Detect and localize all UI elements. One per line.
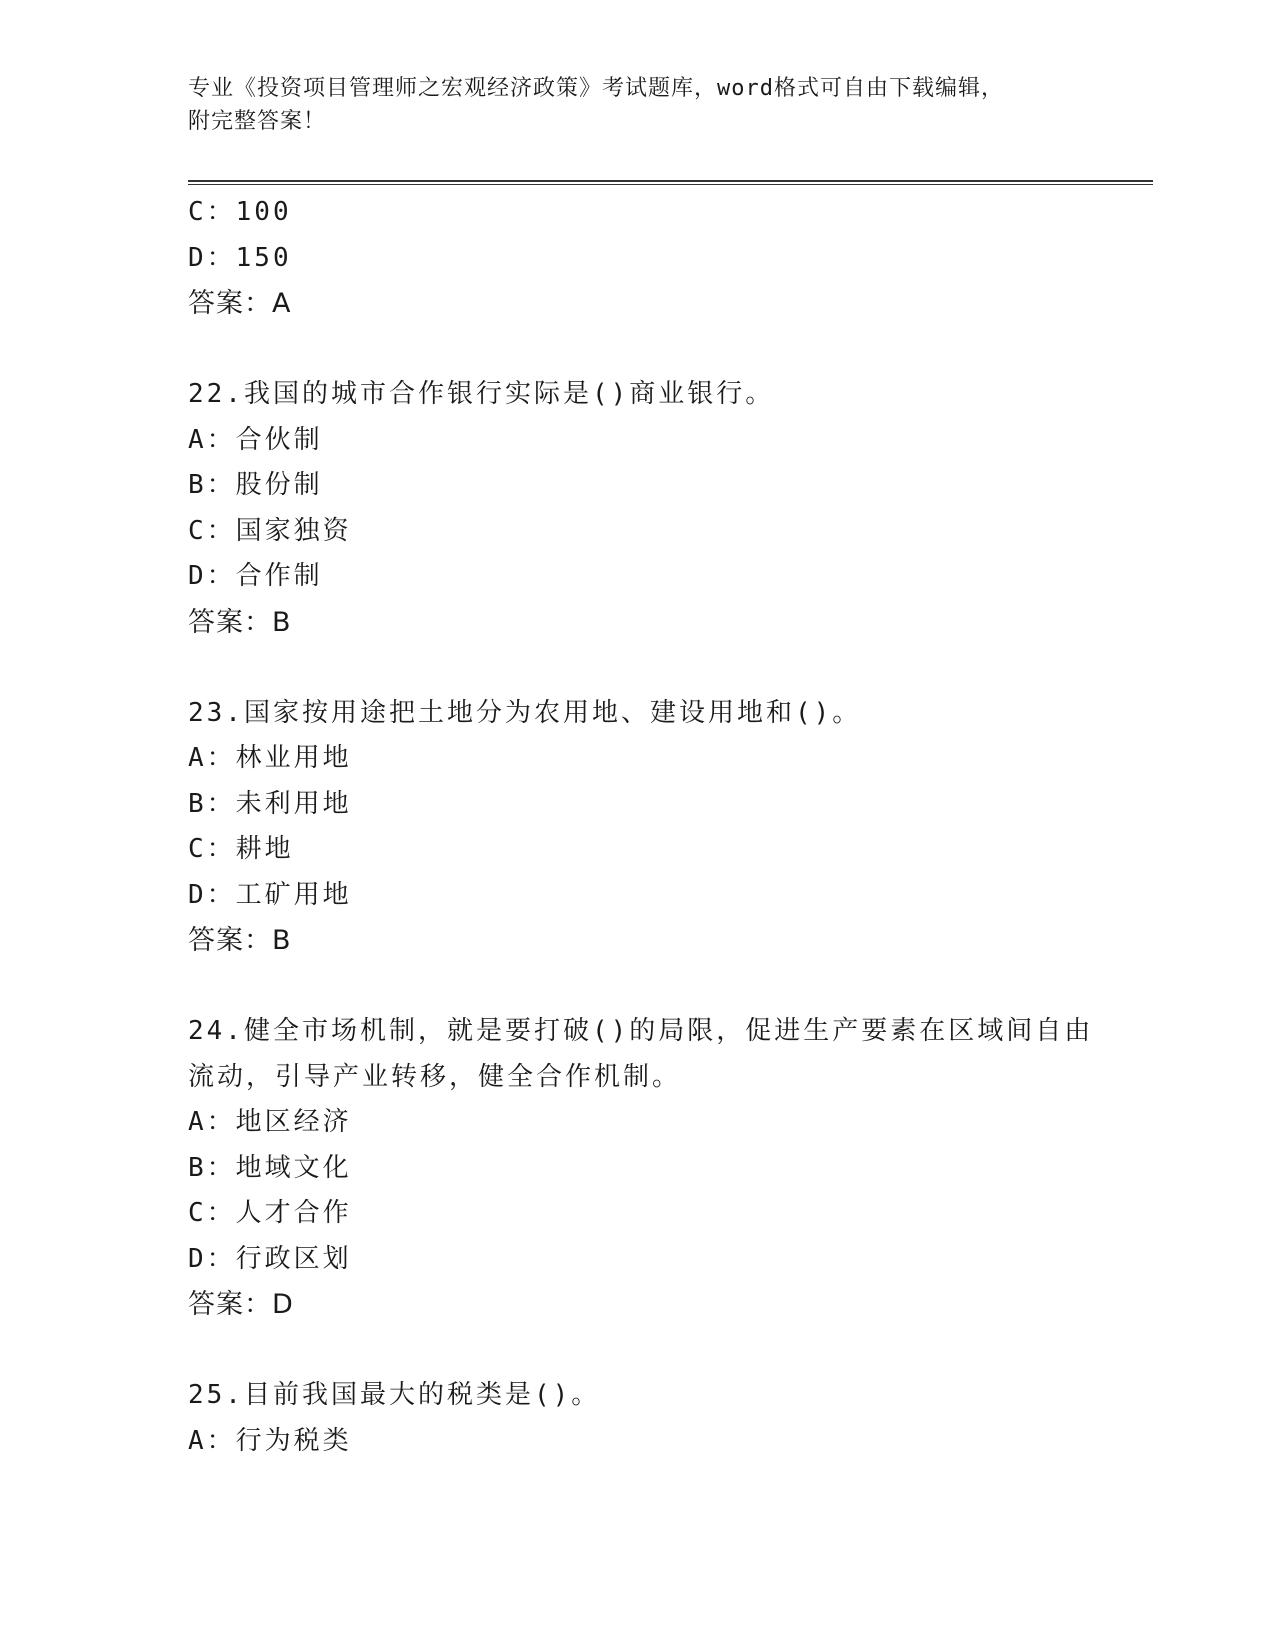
question-25 — [188, 1373, 1088, 1464]
header-divider-thick — [188, 180, 1153, 182]
option-b: B：地域文化 — [188, 1152, 352, 1183]
option-d: D：150 — [188, 242, 292, 273]
option-c: C：国家独资 — [188, 515, 352, 546]
answer-line: 答案：A — [188, 288, 292, 319]
question-21-tail — [188, 190, 1088, 327]
question-24 — [188, 1009, 1094, 1328]
question-23 — [188, 691, 1088, 964]
question-list — [188, 190, 1094, 1464]
question-stem: 25.目前我国最大的税类是()。 — [188, 1380, 601, 1410]
spacer — [188, 1328, 1088, 1374]
answer-line: 答案：B — [188, 925, 292, 956]
document-header — [188, 72, 1088, 138]
option-d: D：行政区划 — [188, 1243, 352, 1274]
answer-line: 答案：D — [188, 1289, 294, 1320]
option-c: C：耕地 — [188, 834, 294, 864]
option-a: A：地区经济 — [188, 1107, 352, 1137]
option-a: A：合伙制 — [188, 424, 323, 455]
option-a: A：林业用地 — [188, 743, 352, 773]
answer-line: 答案：B — [188, 606, 292, 638]
question-stem: 23.国家按用途把土地分为农用地、建设用地和()。 — [188, 697, 862, 728]
option-b: B：未利用地 — [188, 788, 352, 819]
header-line-2: 附完整答案！ — [188, 109, 327, 134]
option-c: C：人才合作 — [188, 1198, 352, 1228]
header-divider-thin — [188, 184, 1153, 185]
header-line-1: 专业《投资项目管理师之宏观经济政策》考试题库，word格式可自由下载编辑， — [188, 76, 1004, 101]
spacer — [188, 327, 1088, 373]
option-a: A：行为税类 — [188, 1425, 352, 1456]
option-b: B：股份制 — [188, 470, 323, 500]
option-d: D：合作制 — [188, 561, 323, 591]
question-stem: 22.我国的城市合作银行实际是()商业银行。 — [188, 379, 775, 409]
option-c: C：100 — [188, 197, 292, 227]
spacer — [188, 645, 1088, 691]
question-stem-line-1: 24.健全市场机制，就是要打破()的局限，促进生产要素在区域间自由 — [188, 1016, 1094, 1046]
option-d: D：工矿用地 — [188, 879, 352, 910]
question-22 — [188, 372, 1088, 645]
spacer — [188, 964, 1088, 1010]
question-stem-line-2: 流动，引导产业转移，健全合作机制。 — [188, 1061, 682, 1092]
